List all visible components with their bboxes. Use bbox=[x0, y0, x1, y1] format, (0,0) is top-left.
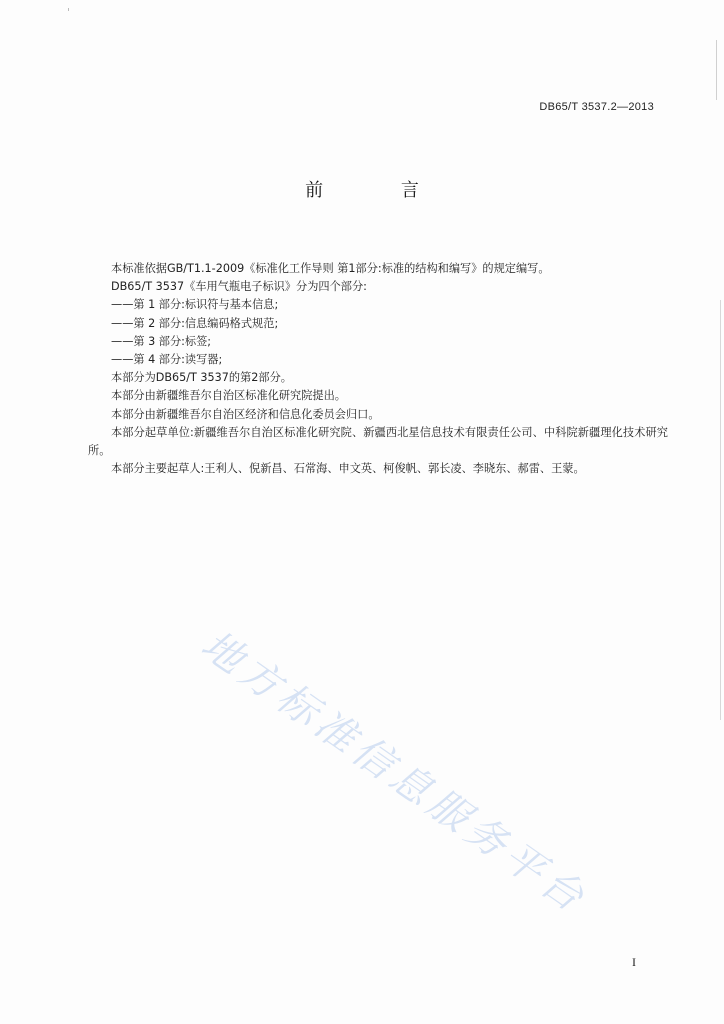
page-number: I bbox=[632, 955, 636, 969]
paragraph: 本部分主要起草人:王利人、倪新昌、石常海、申文英、柯俊帆、郭长凌、李晓东、郝雷、王蒙。 bbox=[111, 462, 585, 476]
paragraph: 本部分由新疆维吾尔自治区标准化研究院提出。 bbox=[111, 389, 346, 403]
page-title: 前 言 bbox=[305, 180, 455, 201]
watermark: 地方标准信息服务平台 bbox=[192, 621, 596, 924]
list-item: ——第 3 部分:标签; bbox=[111, 334, 212, 348]
paragraph: 本标准依据GB/T1.1-2009《标准化工作导则 第1部分:标准的结构和编写》的规定编写。 bbox=[111, 262, 550, 275]
scan-artifact bbox=[720, 300, 721, 720]
list-item: ——第 1 部分:标识符与基本信息; bbox=[111, 298, 279, 312]
paragraph: 本部分起草单位:新疆维吾尔自治区标准化研究院、新疆西北星信息技术有限责任公司、中科院新疆理化技术研究所。 bbox=[88, 425, 668, 458]
paragraph: 本部分为DB65/T 3537的第2部分。 bbox=[111, 371, 292, 385]
scan-artifact bbox=[68, 8, 69, 11]
paragraph: 本部分由新疆维吾尔自治区经济和信息化委员会归口。 bbox=[111, 407, 380, 421]
scan-artifact bbox=[716, 40, 717, 100]
list-item: ——第 4 部分:读写器; bbox=[111, 353, 223, 367]
paragraph: DB65/T 3537《车用气瓶电子标识》分为四个部分: bbox=[111, 280, 367, 294]
standard-code: DB65/T 3537.2—2013 bbox=[539, 101, 654, 113]
list-item: ——第 2 部分:信息编码格式规范; bbox=[111, 316, 279, 330]
foreword-body bbox=[88, 260, 668, 478]
